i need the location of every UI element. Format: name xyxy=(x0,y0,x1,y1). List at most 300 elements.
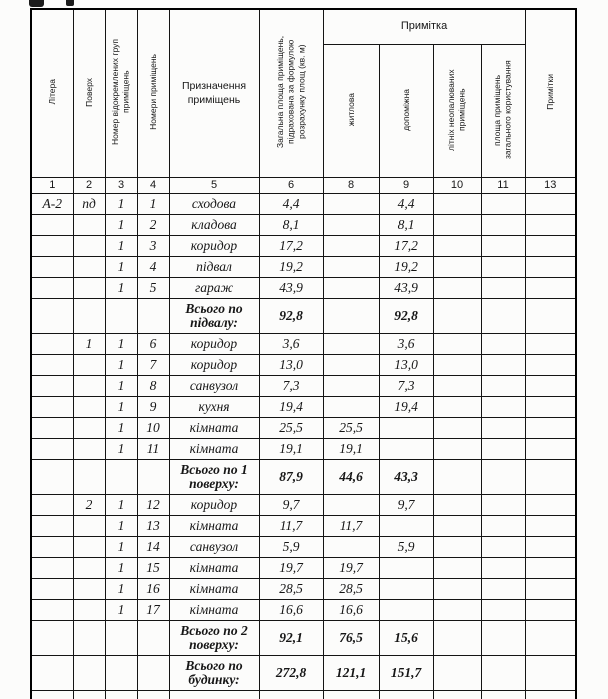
cell-litera xyxy=(31,334,73,355)
cell-summer xyxy=(433,215,481,236)
cell-purpose: кладова xyxy=(169,215,259,236)
cell-aux: 13,0 xyxy=(379,355,433,376)
cell-summer xyxy=(433,257,481,278)
cell-room: 11 xyxy=(137,439,169,460)
cell-common xyxy=(481,691,525,699)
table-row xyxy=(31,537,576,558)
table-row xyxy=(31,236,576,257)
cell-floor xyxy=(73,376,105,397)
cell-common xyxy=(481,621,525,656)
cell-floor xyxy=(73,439,105,460)
cell-notes xyxy=(525,537,576,558)
cell-room: 1 xyxy=(137,194,169,215)
col-header-total-area-label: Загальна площа приміщень, підрахована за формулою розрахунку площ (кв. м) xyxy=(275,36,307,149)
col-header-litera xyxy=(31,9,73,178)
cell-living: 76,5 xyxy=(323,621,379,656)
col-number: 3 xyxy=(105,178,137,194)
cell-common xyxy=(481,215,525,236)
cell-group: 1 xyxy=(105,257,137,278)
cell-group: 1 xyxy=(105,537,137,558)
cell-litera xyxy=(31,579,73,600)
cell-notes xyxy=(525,656,576,691)
table-header xyxy=(31,9,576,194)
cell-floor xyxy=(73,621,105,656)
cell-living xyxy=(323,397,379,418)
table-row xyxy=(31,579,576,600)
cell-notes xyxy=(525,418,576,439)
cell-litera xyxy=(31,257,73,278)
cell-aux: 9,7 xyxy=(379,495,433,516)
cell-room: 16 xyxy=(137,579,169,600)
cell-living: 44,6 xyxy=(323,460,379,495)
cell-purpose: коридор xyxy=(169,495,259,516)
cell-floor xyxy=(73,278,105,299)
cell-aux: 17,2 xyxy=(379,236,433,257)
cell-litera xyxy=(31,397,73,418)
cell-aux xyxy=(379,600,433,621)
cell-litera xyxy=(31,656,73,691)
cell-aux: 92,8 xyxy=(379,299,433,334)
cell-common xyxy=(481,257,525,278)
cell-total: 19,2 xyxy=(259,257,323,278)
table-row xyxy=(31,194,576,215)
col-header-room xyxy=(137,9,169,178)
cell-group: 1 xyxy=(105,236,137,257)
cell-total: 272,8 xyxy=(259,656,323,691)
cell-group: 1 xyxy=(105,418,137,439)
column-number-row xyxy=(31,178,576,194)
cell-living: 19,7 xyxy=(323,558,379,579)
cell-living: 121,1 xyxy=(323,656,379,691)
cell-group: 1 xyxy=(105,439,137,460)
cell-room: 10 xyxy=(137,418,169,439)
cell-summer xyxy=(433,334,481,355)
cell-living xyxy=(323,376,379,397)
col-number: 5 xyxy=(169,178,259,194)
cell-litera xyxy=(31,691,73,699)
cell-living xyxy=(323,257,379,278)
cell-aux: 7,3 xyxy=(379,376,433,397)
cell-total: 3,6 xyxy=(259,334,323,355)
cell-common xyxy=(481,278,525,299)
cell-living xyxy=(323,334,379,355)
cell-litera xyxy=(31,376,73,397)
header-band-top xyxy=(31,9,576,45)
cell-purpose: підвал xyxy=(169,257,259,278)
cell-notes xyxy=(525,495,576,516)
cell-living xyxy=(323,278,379,299)
cell-summer xyxy=(433,600,481,621)
explication-table xyxy=(30,8,577,699)
cell-floor xyxy=(73,418,105,439)
cell-aux xyxy=(379,418,433,439)
cell-total: 19,7 xyxy=(259,558,323,579)
cell-summer xyxy=(433,621,481,656)
table-row xyxy=(31,495,576,516)
cell-floor xyxy=(73,257,105,278)
col-header-floor xyxy=(73,9,105,178)
total-row xyxy=(31,656,576,691)
col-number: 6 xyxy=(259,178,323,194)
cell-group xyxy=(105,656,137,691)
cell-group: 1 xyxy=(105,355,137,376)
cell-aux xyxy=(379,579,433,600)
col-header-purpose xyxy=(169,9,259,178)
cell-summer xyxy=(433,194,481,215)
col-number: 2 xyxy=(73,178,105,194)
cell-floor: пд xyxy=(73,194,105,215)
cell-total: 28,5 xyxy=(259,579,323,600)
cell-common xyxy=(481,376,525,397)
cell-common xyxy=(481,600,525,621)
cell-group: 1 xyxy=(105,278,137,299)
table-row xyxy=(31,418,576,439)
col-header-common xyxy=(481,45,525,178)
cell-aux: 19,2 xyxy=(379,257,433,278)
cell-litera xyxy=(31,537,73,558)
cell-litera xyxy=(31,236,73,257)
col-header-notes xyxy=(525,9,576,178)
cell-notes xyxy=(525,215,576,236)
cell-common xyxy=(481,299,525,334)
cell-total: 17,2 xyxy=(259,236,323,257)
cell-summer xyxy=(433,691,481,699)
col-number: 8 xyxy=(323,178,379,194)
cell-notes xyxy=(525,600,576,621)
col-header-aux xyxy=(379,45,433,178)
cell-aux: 43,9 xyxy=(379,278,433,299)
cell-notes xyxy=(525,691,576,699)
table-row xyxy=(31,215,576,236)
cell-common xyxy=(481,334,525,355)
cell-purpose: Всього по підвалу: xyxy=(169,299,259,334)
col-number: 4 xyxy=(137,178,169,194)
table-row xyxy=(31,355,576,376)
cell-group: 1 xyxy=(105,558,137,579)
cell-aux xyxy=(379,558,433,579)
cell-room: 3 xyxy=(137,236,169,257)
col-number: 9 xyxy=(379,178,433,194)
scan-artifact xyxy=(29,0,44,7)
cell-common xyxy=(481,516,525,537)
cell-total: 92,8 xyxy=(259,299,323,334)
cell-living xyxy=(323,537,379,558)
cell-summer xyxy=(433,236,481,257)
cell-notes xyxy=(525,460,576,495)
cell-total: 13,0 xyxy=(259,355,323,376)
cell-floor xyxy=(73,236,105,257)
cell-aux: 151,7 xyxy=(379,656,433,691)
cell-notes xyxy=(525,334,576,355)
cell-aux: 8,1 xyxy=(379,215,433,236)
cell-common xyxy=(481,439,525,460)
cell-common xyxy=(481,558,525,579)
cell-total: 19,4 xyxy=(259,397,323,418)
cell-floor xyxy=(73,656,105,691)
cell-floor xyxy=(73,215,105,236)
cell-total: 5,9 xyxy=(259,537,323,558)
cell-aux: 43,3 xyxy=(379,460,433,495)
cell-summer xyxy=(433,376,481,397)
cell-aux: 4,4 xyxy=(379,194,433,215)
cell-aux: 3,6 xyxy=(379,334,433,355)
cell-aux xyxy=(379,439,433,460)
cell-litera xyxy=(31,355,73,376)
cell-purpose: коридор xyxy=(169,355,259,376)
cell-living xyxy=(323,299,379,334)
col-header-litera-label: Літера xyxy=(46,79,57,105)
cell-summer xyxy=(433,460,481,495)
cell-common xyxy=(481,397,525,418)
cell-litera xyxy=(31,439,73,460)
cell-common xyxy=(481,537,525,558)
cell-total xyxy=(259,691,323,699)
cell-purpose: кімната xyxy=(169,418,259,439)
cell-purpose: Всього по 2 поверху: xyxy=(169,621,259,656)
cell-aux: 15,6 xyxy=(379,621,433,656)
col-header-room-label: Номери приміщень xyxy=(147,54,158,131)
cell-floor: 2 xyxy=(73,495,105,516)
cell-notes xyxy=(525,278,576,299)
cell-summer xyxy=(433,299,481,334)
empty-row xyxy=(31,691,576,699)
cell-summer xyxy=(433,537,481,558)
cell-litera xyxy=(31,215,73,236)
cell-common xyxy=(481,194,525,215)
cell-notes xyxy=(525,621,576,656)
cell-room xyxy=(137,656,169,691)
cell-litera xyxy=(31,299,73,334)
table-row xyxy=(31,334,576,355)
cell-room: 15 xyxy=(137,558,169,579)
cell-summer xyxy=(433,355,481,376)
table-row xyxy=(31,257,576,278)
cell-common xyxy=(481,355,525,376)
cell-total: 92,1 xyxy=(259,621,323,656)
cell-litera xyxy=(31,600,73,621)
cell-floor xyxy=(73,355,105,376)
cell-group: 1 xyxy=(105,600,137,621)
col-header-total-area xyxy=(259,9,323,178)
cell-total: 16,6 xyxy=(259,600,323,621)
cell-litera xyxy=(31,621,73,656)
cell-room: 2 xyxy=(137,215,169,236)
cell-litera xyxy=(31,278,73,299)
col-number: 11 xyxy=(481,178,525,194)
cell-group: 1 xyxy=(105,579,137,600)
col-header-purpose-label: Призначення приміщень xyxy=(181,80,247,106)
cell-room: 8 xyxy=(137,376,169,397)
cell-purpose xyxy=(169,691,259,699)
cell-purpose: кімната xyxy=(169,516,259,537)
cell-total: 43,9 xyxy=(259,278,323,299)
cell-floor xyxy=(73,516,105,537)
cell-notes xyxy=(525,236,576,257)
total-row xyxy=(31,299,576,334)
cell-common xyxy=(481,418,525,439)
cell-floor xyxy=(73,579,105,600)
total-row xyxy=(31,460,576,495)
cell-notes xyxy=(525,439,576,460)
cell-summer xyxy=(433,495,481,516)
cell-floor xyxy=(73,397,105,418)
cell-group: 1 xyxy=(105,334,137,355)
cell-notes xyxy=(525,355,576,376)
table-row xyxy=(31,600,576,621)
cell-total: 11,7 xyxy=(259,516,323,537)
cell-room: 9 xyxy=(137,397,169,418)
cell-group: 1 xyxy=(105,215,137,236)
cell-purpose: санвузол xyxy=(169,376,259,397)
cell-purpose: кімната xyxy=(169,600,259,621)
cell-group: 1 xyxy=(105,516,137,537)
cell-notes xyxy=(525,376,576,397)
cell-total: 8,1 xyxy=(259,215,323,236)
cell-notes xyxy=(525,516,576,537)
table-row xyxy=(31,558,576,579)
cell-common xyxy=(481,579,525,600)
cell-floor: 1 xyxy=(73,334,105,355)
cell-purpose: кімната xyxy=(169,439,259,460)
cell-living xyxy=(323,194,379,215)
cell-group: 1 xyxy=(105,194,137,215)
cell-notes xyxy=(525,194,576,215)
cell-floor xyxy=(73,299,105,334)
cell-summer xyxy=(433,516,481,537)
cell-room: 12 xyxy=(137,495,169,516)
cell-purpose: сходова xyxy=(169,194,259,215)
cell-purpose: кухня xyxy=(169,397,259,418)
cell-litera xyxy=(31,418,73,439)
cell-common xyxy=(481,656,525,691)
cell-room: 6 xyxy=(137,334,169,355)
cell-notes xyxy=(525,299,576,334)
col-header-summer xyxy=(433,45,481,178)
cell-group xyxy=(105,691,137,699)
col-header-group-label: Номер відокремлених груп приміщень xyxy=(110,39,131,146)
cell-group: 1 xyxy=(105,397,137,418)
cell-room: 5 xyxy=(137,278,169,299)
cell-summer xyxy=(433,278,481,299)
table-row xyxy=(31,397,576,418)
cell-group xyxy=(105,621,137,656)
table-row xyxy=(31,439,576,460)
col-number: 10 xyxy=(433,178,481,194)
cell-floor xyxy=(73,460,105,495)
cell-living: 16,6 xyxy=(323,600,379,621)
col-header-living-label: житлова xyxy=(345,93,356,127)
cell-purpose: Всього по будинку: xyxy=(169,656,259,691)
cell-litera: А-2 xyxy=(31,194,73,215)
col-header-floor-label: Поверх xyxy=(83,77,94,107)
cell-common xyxy=(481,460,525,495)
cell-aux: 19,4 xyxy=(379,397,433,418)
cell-purpose: кімната xyxy=(169,579,259,600)
cell-room: 13 xyxy=(137,516,169,537)
cell-total: 87,9 xyxy=(259,460,323,495)
cell-litera xyxy=(31,495,73,516)
cell-purpose: гараж xyxy=(169,278,259,299)
cell-living xyxy=(323,691,379,699)
cell-purpose: санвузол xyxy=(169,537,259,558)
cell-aux xyxy=(379,691,433,699)
cell-floor xyxy=(73,600,105,621)
cell-summer xyxy=(433,558,481,579)
cell-litera xyxy=(31,460,73,495)
cell-common xyxy=(481,236,525,257)
cell-room xyxy=(137,460,169,495)
cell-summer xyxy=(433,418,481,439)
table-body xyxy=(31,194,576,699)
cell-summer xyxy=(433,579,481,600)
cell-litera xyxy=(31,558,73,579)
cell-living xyxy=(323,495,379,516)
cell-room: 14 xyxy=(137,537,169,558)
col-header-living xyxy=(323,45,379,178)
cell-living xyxy=(323,236,379,257)
cell-purpose: коридор xyxy=(169,236,259,257)
col-header-aux-label: допоміжна xyxy=(400,88,411,131)
cell-total: 19,1 xyxy=(259,439,323,460)
cell-living: 25,5 xyxy=(323,418,379,439)
col-header-group xyxy=(105,9,137,178)
scan-artifact xyxy=(66,0,74,6)
cell-living: 19,1 xyxy=(323,439,379,460)
cell-total: 9,7 xyxy=(259,495,323,516)
cell-room xyxy=(137,621,169,656)
cell-living xyxy=(323,215,379,236)
cell-aux xyxy=(379,516,433,537)
col-header-summer-label: літніх неопалюваних приміщень xyxy=(446,68,467,151)
cell-purpose: коридор xyxy=(169,334,259,355)
table-row xyxy=(31,516,576,537)
cell-common xyxy=(481,495,525,516)
cell-room xyxy=(137,299,169,334)
cell-room: 7 xyxy=(137,355,169,376)
cell-notes xyxy=(525,579,576,600)
table-row xyxy=(31,376,576,397)
cell-living xyxy=(323,355,379,376)
cell-room: 17 xyxy=(137,600,169,621)
cell-group: 1 xyxy=(105,495,137,516)
cell-room xyxy=(137,691,169,699)
col-header-notes-label: Примітки xyxy=(544,74,555,111)
cell-group: 1 xyxy=(105,376,137,397)
note-group-header: Примітка xyxy=(323,9,525,45)
cell-floor xyxy=(73,691,105,699)
cell-purpose: кімната xyxy=(169,558,259,579)
col-number: 1 xyxy=(31,178,73,194)
col-header-common-label: площа приміщень загального користування xyxy=(492,60,513,160)
cell-summer xyxy=(433,656,481,691)
cell-summer xyxy=(433,397,481,418)
cell-group xyxy=(105,299,137,334)
table-row xyxy=(31,278,576,299)
cell-litera xyxy=(31,516,73,537)
cell-total: 7,3 xyxy=(259,376,323,397)
cell-notes xyxy=(525,397,576,418)
cell-purpose: Всього по 1 поверху: xyxy=(169,460,259,495)
cell-living: 11,7 xyxy=(323,516,379,537)
cell-summer xyxy=(433,439,481,460)
cell-notes xyxy=(525,257,576,278)
cell-total: 4,4 xyxy=(259,194,323,215)
cell-aux: 5,9 xyxy=(379,537,433,558)
cell-group xyxy=(105,460,137,495)
col-number: 13 xyxy=(525,178,576,194)
cell-room: 4 xyxy=(137,257,169,278)
total-row xyxy=(31,621,576,656)
